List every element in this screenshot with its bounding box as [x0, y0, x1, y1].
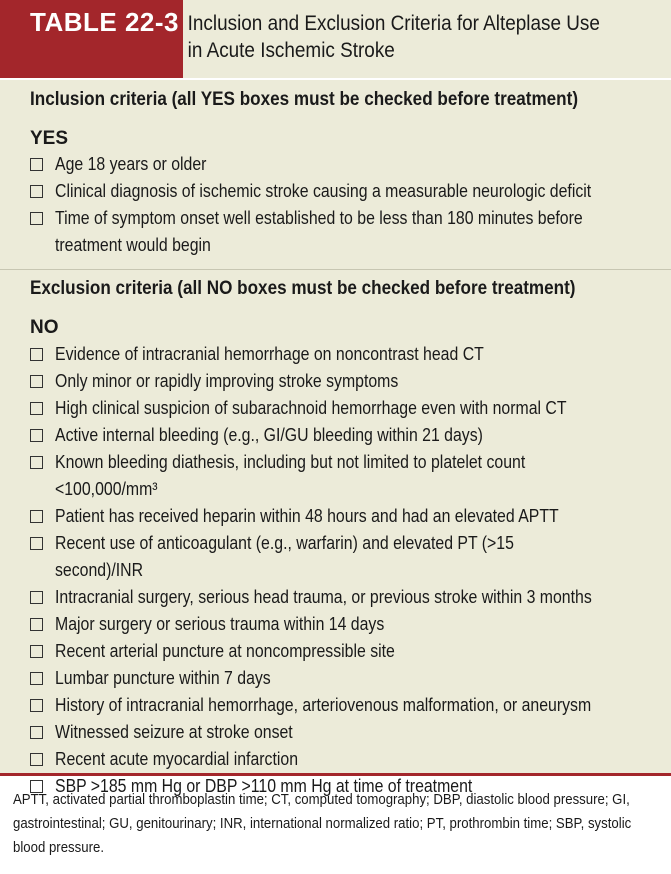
criterion-item — [27, 692, 667, 719]
checkbox[interactable] — [30, 645, 43, 658]
criterion-text: Time of symptom onset well established to be less than 180 minutes before treatment would begin — [55, 208, 583, 255]
table-label: TABLE 22-3 — [0, 0, 183, 78]
inclusion-section — [0, 80, 671, 267]
criterion-text: Recent arterial puncture at noncompressible site — [55, 641, 395, 661]
criterion-item — [27, 368, 667, 395]
checkbox[interactable] — [30, 158, 43, 171]
checkbox[interactable] — [30, 726, 43, 739]
criterion-item — [27, 611, 667, 638]
checkbox[interactable] — [30, 429, 43, 442]
table-title: Inclusion and Exclusion Criteria for Alteplase Use in Acute Ischemic Stroke — [185, 0, 613, 78]
criterion-item — [27, 746, 667, 773]
table-bottom-rule — [0, 773, 671, 776]
criterion-text: Clinical diagnosis of ischemic stroke causing a measurable neurologic deficit — [55, 181, 592, 201]
criterion-item — [27, 178, 667, 205]
criterion-text: Intracranial surgery, serious head trauma, or previous stroke within 3 months — [55, 587, 592, 607]
checkbox[interactable] — [30, 537, 43, 550]
criterion-item — [27, 205, 667, 259]
criterion-text: Only minor or rapidly improving stroke symptoms — [55, 371, 399, 391]
checkbox[interactable] — [30, 618, 43, 631]
criterion-item — [27, 638, 667, 665]
criterion-text: High clinical suspicion of subarachnoid hemorrhage even with normal CT — [55, 398, 567, 418]
checkbox[interactable] — [30, 456, 43, 469]
checkbox[interactable] — [30, 591, 43, 604]
criterion-text: Lumbar puncture within 7 days — [55, 668, 271, 688]
exclusion-heading: Exclusion criteria (all NO boxes must be checked before treatment) — [30, 278, 576, 299]
checkbox[interactable] — [30, 348, 43, 361]
criterion-item — [27, 584, 667, 611]
criterion-item — [27, 395, 667, 422]
checkbox[interactable] — [30, 699, 43, 712]
checkbox[interactable] — [30, 510, 43, 523]
criterion-text: Age 18 years or older — [55, 154, 207, 174]
criterion-item — [27, 665, 667, 692]
exclusion-answer-label: NO — [30, 317, 59, 338]
criterion-item — [27, 449, 667, 503]
inclusion-heading: Inclusion criteria (all YES boxes must be checked before treatment) — [30, 89, 579, 110]
criterion-item — [27, 422, 667, 449]
inclusion-answer-label: YES — [30, 128, 69, 149]
criterion-item — [27, 341, 667, 368]
checkbox[interactable] — [30, 375, 43, 388]
criterion-text: Patient has received heparin within 48 hours and had an elevated APTT — [55, 506, 559, 526]
criterion-text: Witnessed seizure at stroke onset — [55, 722, 293, 742]
checkbox[interactable] — [30, 185, 43, 198]
criterion-text: History of intracranial hemorrhage, arteriovenous malformation, or aneurysm — [55, 695, 592, 715]
checkbox[interactable] — [30, 753, 43, 766]
checkbox[interactable] — [30, 402, 43, 415]
criterion-text: Evidence of intracranial hemorrhage on noncontrast head CT — [55, 344, 484, 364]
inclusion-list — [27, 151, 667, 259]
criterion-item — [27, 151, 667, 178]
exclusion-section — [0, 269, 671, 796]
criterion-text: SBP >185 mm Hg or DBP >110 mm Hg at time of treatment — [55, 776, 473, 796]
criterion-item — [27, 530, 667, 584]
criterion-text: Active internal bleeding (e.g., GI/GU bleeding within 21 days) — [55, 425, 483, 445]
exclusion-list — [27, 341, 667, 800]
checkbox[interactable] — [30, 672, 43, 685]
table-footnote: APTT, activated partial thromboplastin time; CT, computed tomography; DBP, diastolic blood pressure; GI, gastrointestinal; GU, genitourinary; INR, international normalized ratio; PT, prothrombin time; SBP, systolic blood pressure. — [13, 791, 632, 856]
criteria-panel — [0, 80, 671, 796]
criterion-item — [27, 719, 667, 746]
criterion-text: Recent use of anticoagulant (e.g., warfarin) and elevated PT (>15 second)/INR — [55, 533, 514, 580]
criterion-item — [27, 503, 667, 530]
checkbox[interactable] — [30, 212, 43, 225]
criterion-text: Known bleeding diathesis, including but not limited to platelet count <100,000/mm³ — [55, 452, 526, 499]
criterion-text: Recent acute myocardial infarction — [55, 749, 299, 769]
table-header — [0, 0, 671, 78]
criterion-text: Major surgery or serious trauma within 14 days — [55, 614, 385, 634]
